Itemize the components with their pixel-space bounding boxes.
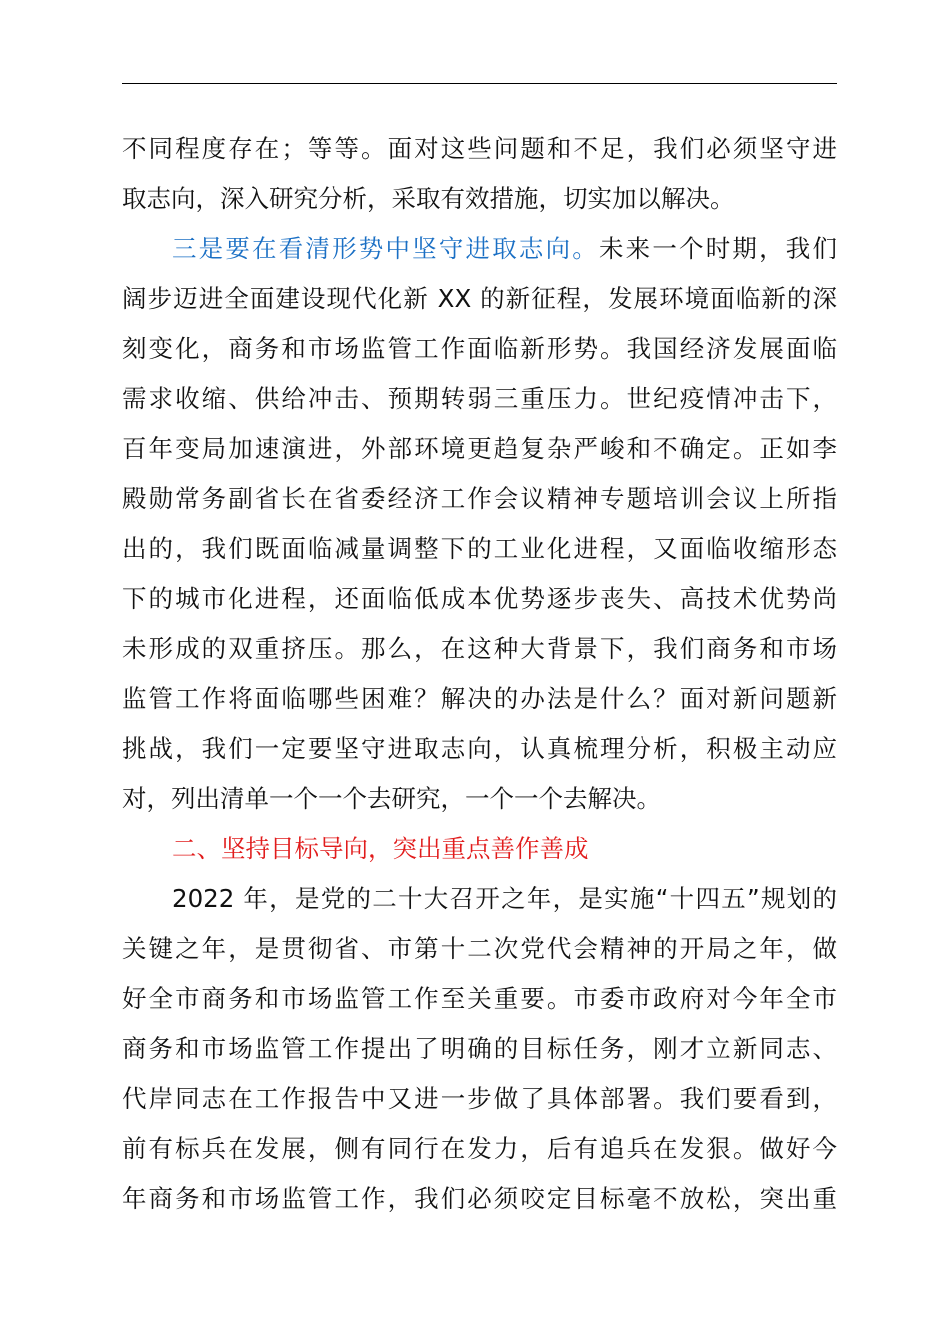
text-line: 出的，我们既面临减量调整下的工业化进程，又面临收缩形态 xyxy=(122,534,837,563)
text-line: 商务和市场监管工作提出了明确的目标任务，刚才立新同志、 xyxy=(122,1034,837,1063)
text-line: 好全市商务和市场监管工作至关重要。市委市政府对今年全市 xyxy=(122,984,837,1013)
text-line xyxy=(122,224,837,274)
text-line: 挑战，我们一定要坚守进取志向，认真梳理分析，积极主动应 xyxy=(122,734,837,763)
text-line: 监管工作将面临哪些困难？解决的办法是什么？面对新问题新 xyxy=(122,684,837,713)
section-heading xyxy=(122,824,837,874)
text-line: 代岸同志在工作报告中又进一步做了具体部署。我们要看到， xyxy=(122,1084,837,1113)
text-line: 年商务和市场监管工作，我们必须咬定目标毫不放松，突出重 xyxy=(122,1184,837,1213)
text-line: 未形成的双重挤压。那么，在这种大背景下，我们商务和市场 xyxy=(122,634,837,663)
text-line: 需求收缩、供给冲击、预期转弱三重压力。世纪疫情冲击下， xyxy=(122,384,837,413)
text-line: 不同程度存在；等等。面对这些问题和不足，我们必须坚守进 xyxy=(122,134,837,163)
text-fragment: 未来一个时期，我们 xyxy=(599,234,837,263)
text-line: 对，列出清单一个一个去研究，一个一个去解决。 xyxy=(122,784,661,813)
text-line: 下的城市化进程，还面临低成本优势逐步丧失、高技术优势尚 xyxy=(122,584,837,613)
header-rule xyxy=(122,83,837,84)
text-line: 前有标兵在发展，侧有同行在发力，后有追兵在发狠。做好今 xyxy=(122,1134,837,1163)
section-2-heading: 二、坚持目标导向，突出重点善作善成 xyxy=(172,834,589,863)
subsection-heading: 三是要在看清形势中坚守进取志向。 xyxy=(172,234,599,263)
text-line: 刻变化，商务和市场监管工作面临新形势。我国经济发展面临 xyxy=(122,334,837,363)
text-line: 百年变局加速演进，外部环境更趋复杂严峻和不确定。正如李 xyxy=(122,434,837,463)
text-line: 取志向，深入研究分析，采取有效措施，切实加以解决。 xyxy=(122,184,735,213)
paragraph-continued xyxy=(122,124,837,224)
paragraph-goals xyxy=(122,874,837,1224)
text-line: 阔步迈进全面建设现代化新 XX 的新征程，发展环境面临新的深 xyxy=(122,284,837,313)
text-line: 关键之年，是贯彻省、市第十二次党代会精神的开局之年，做 xyxy=(122,934,837,963)
document-body xyxy=(122,124,837,1224)
text-line: 2022 年，是党的二十大召开之年，是实施“十四五”规划的 xyxy=(172,884,837,913)
paragraph-situation xyxy=(122,224,837,824)
text-line: 殿勋常务副省长在省委经济工作会议精神专题培训会议上所指 xyxy=(122,484,837,513)
